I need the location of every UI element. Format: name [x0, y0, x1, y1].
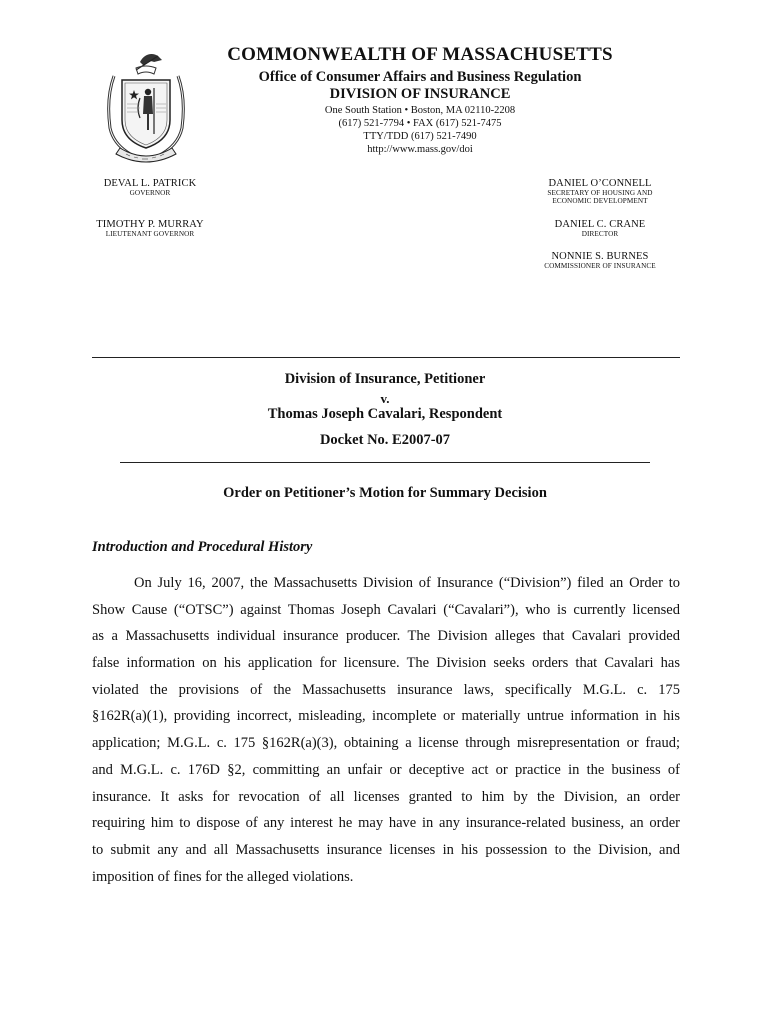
website-link[interactable]: http://www.mass.gov/doi — [367, 144, 473, 155]
official-name: DEVAL L. PATRICK — [103, 178, 197, 189]
official-role: ECONOMIC DEVELOPMENT — [552, 197, 648, 205]
official-role: GOVERNOR — [129, 189, 171, 197]
official-name: NONNIE S. BURNES — [551, 251, 649, 262]
official-director — [500, 219, 700, 238]
letterhead-division: DIVISION OF INSURANCE — [329, 86, 511, 102]
section-heading: Introduction and Procedural History — [92, 539, 313, 555]
address-line: One South Station • Boston, MA 02110-2208 — [324, 105, 516, 116]
letterhead-office: Office of Consumer Affairs and Business Regulation — [258, 69, 582, 85]
official-role: LIEUTENANT GOVERNOR — [105, 230, 195, 238]
official-name: DANIEL C. CRANE — [554, 219, 646, 230]
paragraph-line: Show Cause (“OTSC”) against Thomas Joseph Cavalari (“Cavalari”), who is currently licensed — [92, 601, 680, 618]
paragraph-line: to submit any and all Massachusetts insurance licenses in his possession to the Division, and — [92, 841, 680, 858]
tty-line: TTY/TDD (617) 521-7490 — [363, 131, 477, 142]
official-name: TIMOTHY P. MURRAY — [96, 219, 204, 230]
paragraph-line: and M.G.L. c. 176D §2, committing an unfair or deceptive act or practice in the business of — [92, 761, 680, 778]
letterhead-title: COMMONWEALTH OF MASSACHUSETTS — [227, 44, 613, 65]
paragraph-line: violated the provisions of the Massachusetts insurance laws, specifically M.G.L. c. 175 — [92, 681, 680, 698]
paragraph-line: On July 16, 2007, the Massachusetts Division of Insurance (“Division”) filed an Order to — [134, 575, 680, 591]
paragraph-line: §162R(a)(1), providing incorrect, misleading, incomplete or materially untrue information in his — [92, 708, 680, 725]
paragraph-line: imposition of fines for the alleged violations. — [92, 868, 354, 885]
divider — [92, 357, 680, 358]
official-commissioner — [500, 251, 700, 270]
official-secretary — [500, 178, 700, 205]
body-paragraph — [92, 570, 680, 890]
paragraph-line: as a Massachusetts individual insurance producer. The Division alleges that Cavalari provided — [92, 628, 680, 645]
order-title: Order on Petitioner’s Motion for Summary Decision — [223, 485, 547, 501]
paragraph-line: insurance. It asks for revocation of all licenses granted to him by the Division, an order — [92, 788, 680, 805]
docket-number: Docket No. E2007-07 — [319, 432, 451, 448]
official-role: SECRETARY OF HOUSING AND — [547, 189, 653, 197]
official-lieutenant-governor — [60, 219, 240, 238]
caption-versus: v. — [380, 391, 390, 406]
phone-line: (617) 521-7794 • FAX (617) 521-7475 — [338, 118, 502, 129]
official-name: DANIEL O’CONNELL — [548, 178, 652, 189]
caption-respondent: Thomas Joseph Cavalari, Respondent — [267, 406, 503, 422]
paragraph-line: application; M.G.L. c. 175 §162R(a)(3), obtaining a license through misrepresentation or fraud; — [92, 735, 680, 752]
official-role: COMMISSIONER OF INSURANCE — [544, 262, 656, 270]
divider — [120, 462, 650, 463]
official-governor — [60, 178, 240, 197]
paragraph-line: requiring him to dispose of any interest he may have in any insurance-related business, an order — [92, 815, 680, 832]
caption-petitioner: Division of Insurance, Petitioner — [284, 371, 486, 387]
official-role: DIRECTOR — [581, 230, 619, 238]
paragraph-line: false information on his application for licensure. The Division seeks orders that Cavalari has — [92, 655, 680, 672]
